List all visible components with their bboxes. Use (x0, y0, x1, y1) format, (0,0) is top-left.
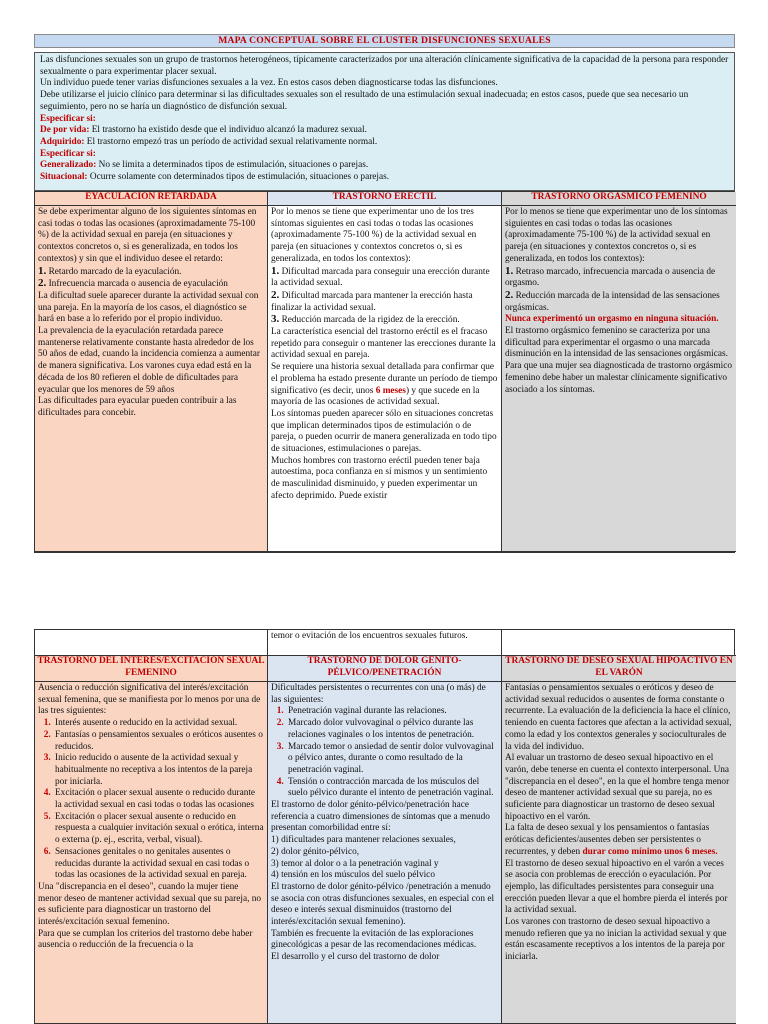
de-item-2 (38, 278, 264, 291)
ed-item-1 (271, 266, 498, 290)
intro-paragraph-2: Un individuo puede tener varias disfunciones sexuales a la vez. En estos casos deben diagnosticarse todas las disfunciones. (40, 78, 498, 89)
disorders-table-1 (34, 191, 735, 553)
spec-acquired-label: Adquirido: (40, 136, 85, 147)
mh-paragraph-3-a: La falta de deseo sexual y los pensamientos o fantasías eróticas deficientes/ausentes deben ser persistentes o recurrentes, y deben (505, 823, 710, 857)
de-item-2-text: Infrecuencia marcada o ausencia de eyaculación (46, 279, 228, 290)
fi-item-1: 1. Interés ausente o reducido en la actividad sexual. (53, 718, 264, 730)
ed-intro: Por lo menos se tiene que experimentar uno de los tres síntomas siguientes en casi todas o todas las ocasiones (aproximadamente 75-100 %) de la actividad sexual en pareja (en situaciones y contextos concretos o, si es generalizada, en todos los contextos): (271, 207, 477, 264)
continuation-empty-cell-left (35, 630, 268, 656)
ed-item-1-number: 1. (271, 264, 280, 277)
specify-label-2: Especificar si: (40, 148, 96, 159)
fo-paragraph-1: El trastorno orgásmico femenino se caracteriza por una dificultad para experimentar el orgasmo o una marcada disminución en la intensidad de las sensaciones orgásmicas. (505, 326, 728, 360)
fi-paragraph-2: Para que se cumplan los criterios del trastorno debe haber ausencia o reducción de la frecuencia o la (38, 928, 253, 951)
fi-item-2: 2. Fantasías o pensamientos sexuales o eróticos ausentes o reducidos. (53, 730, 264, 753)
gp-item-4: 4. Tensión o contracción marcada de los músculos del suelo pélvico durante el intento de penetración vaginal. (286, 777, 498, 800)
ed-paragraph-2 (271, 362, 498, 409)
ed-item-2-text: Dificultad marcada para mantener la erección hasta finalizar la actividad sexual. (271, 290, 473, 313)
gp-item-1: 1. Penetración vaginal durante las relaciones. (286, 706, 498, 718)
fi-item-5: 5. Excitación o placer sexual ausente o reducido en respuesta a cualquier invitación sexual o erótica, interna o externa (p. ej., escrita, verbal, visual). (53, 812, 264, 847)
gp-criteria-list (271, 706, 498, 800)
genito-pelvic-content (268, 682, 502, 1024)
ed-paragraph-1: La característica esencial del trastorno eréctil es el fracaso repetido para conseguir o mantener las erecciones durante la actividad sexual en pareja. (271, 327, 496, 361)
ed-paragraph-4: Muchos hombres con trastorno eréctil pueden tener baja autoestima, poca confianza en sí mismos y un sentimiento de masculinidad disminuido, y pueden experimentar un afecto deprimido. Puede existir (271, 455, 488, 501)
spec-situational-text: Ocurre solamente con determinados tipos de estimulación, situaciones o parejas. (87, 172, 390, 183)
spec-life-text: El trastorno ha existido desde que el individuo alcanzó la madurez sexual. (89, 125, 367, 136)
fi-item-3: 3. Inicio reducido o ausente de la actividad sexual y habitualmente no receptiva a los intentos de la pareja por iniciarla. (53, 753, 264, 788)
gp-item-3: 3. Marcado temor o ansiedad de sentir dolor vulvovaginal o pélvico antes, durante o como resultado de la penetración vaginal. (286, 742, 498, 777)
fo-item-1 (505, 266, 733, 290)
ed-item-3 (271, 314, 498, 327)
gp-dimension-1: 1) dificultades para mantener relaciones sexuales, (271, 835, 456, 846)
delayed-ejaculation-content (35, 206, 268, 552)
mh-paragraph-1: Fantasías o pensamientos sexuales o eróticos y deseo de actividad sexual reducidos o ausentes de forma constante o recurrente. La evaluación de la deficiencia la hace el clínico, teniendo en cuenta factores que afectan a la actividad sexual, como la edad y los contextos generales y socioculturales de la vida del individuo. (505, 683, 732, 752)
ed-item-3-number: 3. (271, 313, 280, 326)
ed-paragraph-2-a: Se requiere una historia sexual detallada para confirmar que el problema ha estado presente durante un período de tiempo significativo (es decir, unos (271, 362, 498, 396)
spec-generalized-label: Generalizado: (40, 160, 97, 171)
ed-item-3-text: Reducción marcada de la rigidez de la erección. (279, 315, 460, 326)
de-item-1-number: 1. (38, 264, 47, 277)
spec-acquired-text: El trastorno empezó tras un período de actividad sexual relativamente normal. (84, 136, 378, 147)
fi-intro: Ausencia o reducción significativa del interés/excitación sexual femenina, que se manifiesta por lo menos por una de las tres siguientes: (38, 683, 261, 717)
ed-item-2-number: 2. (271, 288, 280, 301)
de-item-2-number: 2. (38, 277, 47, 290)
fo-item-2-number: 2. (505, 288, 514, 301)
gp-paragraph-1: El trastorno de dolor génito-pélvico/penetración hace referencia a cuatro dimensiones de síntomas que a menudo presentan comorbilidad entre sí: (271, 800, 490, 834)
gp-item-2: 2. Marcado dolor vulvovaginal o pélvico durante las relaciones vaginales o los intentos de penetración. (286, 718, 498, 741)
mh-paragraph-2: Al evaluar un trastorno de deseo sexual hipoactivo en el varón, debe tenerse en cuenta el contexto interpersonal. Una "discrepancia en el deseo", en la que el hombre tenga menor deseo de mantener actividad sexual que su pareja, no es suficiente para diagnosticar un trastorno de deseo sexual hipoactivo en el varón. (505, 753, 730, 822)
gp-dimension-3: 3) temor al dolor o a la penetración vaginal y (271, 858, 439, 869)
ed-item-2 (271, 290, 498, 314)
spec-acquired (40, 137, 729, 149)
de-item-1 (38, 266, 264, 279)
de-intro: Se debe experimentar alguno de los siguientes síntomas en casi todas o todas las ocasiones (aproximadamente 75-100 %) de la actividad sexual en pareja (en situaciones y contextos concretos o, si es generalizada, en todos los contextos) y sin que el individuo desee el retardo: (38, 207, 257, 264)
disorders-table-2 (34, 629, 735, 1024)
spec-generalized-text: No se limita a determinados tipos de estimulación, situaciones o parejas. (96, 160, 369, 171)
fo-intro: Por lo menos se tiene que experimentar uno de los síntomas siguientes en casi todas o todas las ocasiones (aproximadamente 75-100 %) de la actividad sexual en pareja (en situaciones y contextos concretos o, si es generalizada, en todos los contextos): (505, 207, 728, 264)
intro-box (34, 52, 735, 191)
mh-paragraph-5: Los varones con trastorno de deseo sexual hipoactivo a menudo refieren que ya no inician la actividad sexual y que están escasamente receptivos a los intentos de la pareja por iniciarla. (505, 917, 727, 963)
gp-dimension-2: 2) dolor génito-pélvico, (271, 846, 360, 857)
gp-dimension-4: 4) tensión en los músculos del suelo pélvico (271, 870, 435, 881)
ed-item-1-text: Dificultad marcada para conseguir una erección durante la actividad sexual. (271, 266, 490, 289)
erectile-disorder-content (268, 206, 502, 552)
spec-situational-label: Situacional: (40, 172, 88, 183)
header-genito-pelvic-pain: TRASTORNO DE DOLOR GENITO-PÉLVICO/PENETRACIÓN (268, 656, 502, 682)
ed-paragraph-3: Los síntomas pueden aparecer sólo en situaciones concretas que implican determinados tipos de estimulación o de pareja, o pueden ocurrir de manera generalizada en todo tipo de situaciones, estimulaciones o parejas. (271, 408, 497, 455)
male-hypoactive-content (502, 682, 736, 1024)
page-title: MAPA CONCEPTUAL SOBRE EL CLUSTER DISFUNCIONES SEXUALES (34, 34, 735, 48)
mh-six-months: durar como mínimo unos 6 meses. (582, 846, 718, 857)
gp-paragraph-4: El desarrollo y el curso del trastorno de dolor (271, 952, 440, 963)
header-female-orgasmic-disorder: TRASTORNO ORGÁSMICO FEMENINO (502, 192, 736, 206)
de-item-1-text: Retardo marcado de la eyaculación. (46, 266, 182, 277)
fo-item-2 (505, 290, 733, 314)
spec-situational (40, 172, 729, 184)
specify-label-1: Especificar si: (40, 113, 96, 124)
de-paragraph-3: Las dificultades para eyacular pueden contribuir a las dificultades para concebir. (38, 396, 237, 418)
mh-paragraph-3 (505, 823, 733, 858)
erectile-continuation: temor o evitación de los encuentros sexuales futuros. (268, 630, 502, 656)
de-paragraph-2: La prevalencia de la eyaculación retardada parece mantenerse relativamente constante hasta alrededor de los 50 años de edad, cuando la incidencia comienza a aumentar de manera significativa. Los varones cuya edad está en la década de los 80 refieren el doble de dificultades para eyacular que los menores de 59 años (38, 326, 260, 395)
fi-item-4: 4. Excitación o placer sexual ausente o reducido durante la actividad sexual en casi todas o todas las ocasiones (53, 788, 264, 811)
female-interest-content (35, 682, 268, 1024)
header-male-hypoactive-desire: TRASTORNO DE DESEO SEXUAL HIPOACTIVO EN EL VARÓN (502, 656, 736, 682)
ed-six-months: 6 meses (375, 385, 406, 396)
spec-generalized (40, 160, 729, 172)
fo-item-2-text: Reducción marcada de la intensidad de las sensaciones orgásmicas. (505, 290, 720, 313)
fi-paragraph-1: Una "discrepancia en el deseo", cuando la mujer tiene menor deseo de mantener actividad sexual que su pareja, no es suficiente para diagnosticar un trastorno del interés/excitación sexual femenino. (38, 881, 262, 928)
gp-paragraph-2: El trastorno de dolor génito-pélvico /penetración a menudo se asocia con otras disfunciones sexuales, en especial con el deseo e interés sexual disminuidos (trastorno del interés/excitación sexual femenino). (271, 881, 495, 928)
header-delayed-ejaculation: EYACULACIÓN RETARDADA (35, 192, 268, 206)
fo-never-orgasm: Nunca experimentó un orgasmo en ninguna situación. (505, 314, 719, 325)
fo-paragraph-2: Para que una mujer sea diagnosticada de trastorno orgásmico femenino debe haber un malestar clínicamente significativo asociado a los síntomas. (505, 361, 733, 395)
spec-life-label: De por vida: (40, 125, 90, 136)
spec-life (40, 125, 729, 137)
intro-paragraph-1: Las disfunciones sexuales son un grupo de trastornos heterogéneos, típicamente caracterizados por una alteración clínicamente significativa de la capacidad de la persona para responder sexualmente o para experimentar placer sexual. (40, 55, 729, 77)
fi-criteria-list (38, 718, 264, 882)
gp-paragraph-3: También es frecuente la evitación de las exploraciones ginecológicas a pesar de las recomendaciones médicas. (271, 928, 477, 951)
fi-item-6: 6. Sensaciones genitales o no genitales ausentes o reducidas durante la actividad sexual en casi todas o todas las ocasiones de la actividad sexual en pareja. (53, 847, 264, 882)
mh-paragraph-4: El trastorno de deseo sexual hipoactivo en el varón a veces se asocia con problemas de erección o eyaculación. Por ejemplo, las dificultades persistentes para conseguir una erección pueden llevar a que el hombre pierda el interés por la actividad sexual. (505, 858, 728, 916)
intro-paragraph-3: Debe utilizarse el juicio clínico para determinar si las dificultades sexuales son el resultado de una estimulación sexual inadecuada; en estos casos, puede que sea necesario un seguimiento, pero no se haría un diagnóstico de disfunción sexual. (40, 90, 689, 112)
header-female-interest-arousal: TRASTORNO DEL INTERÉS/EXCITACIÓN SEXUAL FEMENINO (35, 656, 268, 682)
female-orgasmic-content (502, 206, 736, 552)
header-erectile-disorder: TRASTORNO ERÉCTIL (268, 192, 502, 206)
de-paragraph-1: La dificultad suele aparecer durante la actividad sexual con una pareja. En la mayoría de los casos, el diagnóstico se hará en base a lo referido por el propio individuo. (38, 290, 259, 325)
continuation-empty-cell-right (502, 630, 736, 656)
ed-paragraph-2-b: ) y que sucede en la mayoría de las ocasiones de actividad sexual. (271, 385, 480, 408)
gp-intro: Dificultades persistentes o recurrentes con una (o más) de las siguientes: (271, 683, 486, 705)
fo-item-1-number: 1. (505, 264, 514, 277)
fo-item-1-text: Retraso marcado, infrecuencia marcada o ausencia de orgasmo. (505, 266, 716, 289)
